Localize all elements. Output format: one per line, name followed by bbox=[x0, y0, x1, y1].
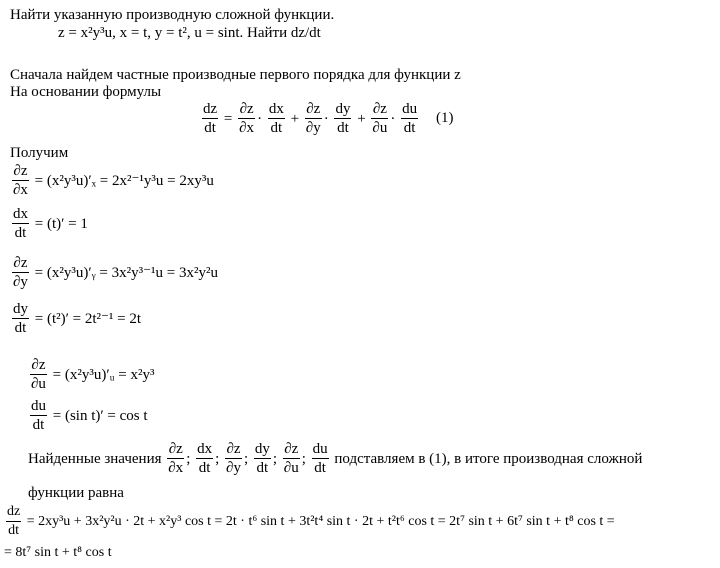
result-line-1: $\frac{dz}{dt}$ = 2xy³u + 3x²y²u · 2t + x²y³ cos t = 2t · t⁶ sin t + 3t²t⁴ sin t · 2t + t²t⁶ cos t = 2t⁷ sin t + 6t⁷ sin t + t⁸ cos t = bbox=[7, 504, 615, 538]
task-condition: z = x²y³u, x = t, y = t², u = sint. Найти dz/dt bbox=[58, 25, 321, 41]
eq-dz-dx: $\frac{\partial z}{\partial x}$ = (x²y³u)′ₓ = 2x²⁻¹y³u = 2xy³u bbox=[13, 163, 214, 198]
substitute-line-2: функции равна bbox=[28, 485, 124, 501]
intro-line-2: На основании формулы bbox=[10, 84, 162, 100]
eq-dz-dy-rhs: = (x²y³u)′ᵧ = 3x²y³⁻¹u = 3x²y²u bbox=[34, 264, 218, 281]
eq-dz-du-rhs: = (x²y³u)′ᵤ = x²y³ bbox=[52, 366, 155, 383]
task-title: Найти указанную производную сложной функции. bbox=[10, 7, 335, 23]
eq-dy-dt: $\frac{dy}{dt}$ = (t²)′ = 2t²⁻¹ = 2t bbox=[13, 301, 142, 336]
eq-dz-dx-rhs: = (x²y³u)′ₓ = 2x²⁻¹y³u = 2xy³u bbox=[34, 172, 214, 189]
eq-du-dt: $\frac{du}{dt}$ = (sin t)′ = cos t bbox=[31, 398, 148, 433]
eq-dy-dt-rhs: = (t²)′ = 2t²⁻¹ = 2t bbox=[34, 310, 142, 327]
chain-rule-formula: $\frac{dz}{dt}$ = $\frac{\partial z}{\partial x}$ · $\frac{dx}{dt}$ + $\frac{\partial z}{\partial y}$ · $\frac{dy}{dt}$ + $\frac{\partial z}{\partial u}$ · $\frac{du}{dt}$ bbox=[203, 101, 418, 136]
eq-dz-dy: $\frac{\partial z}{\partial y}$ = (x²y³u)′ᵧ = 3x²y³⁻¹u = 3x²y²u bbox=[13, 255, 218, 290]
substitute-sentence: Найденные значения $\frac{\partial z}{\partial x}$ ; $\frac{dx}{dt}$ ; $\frac{\partial z}{\partial y}$ ; $\frac{dy}{dt}$ ; $\frac{\partial z}{\partial u}$ ; $\frac{du}{dt}$ подставляем в (1), в итоге производная сложной bbox=[28, 441, 643, 476]
substitute-before: Найденные значения bbox=[28, 450, 162, 467]
eq-dx-dt-rhs: = (t)′ = 1 bbox=[34, 215, 88, 232]
equation-number: (1) bbox=[436, 110, 454, 126]
intro-line-1: Сначала найдем частные производные первого порядка для функции z bbox=[10, 67, 461, 83]
substitute-after: подставляем в (1), в итоге производная сложной bbox=[334, 450, 643, 467]
eq-dx-dt: $\frac{dx}{dt}$ = (t)′ = 1 bbox=[13, 206, 88, 241]
eq-du-dt-rhs: = (sin t)′ = cos t bbox=[52, 407, 148, 424]
result-line-1-rhs: = 2xy³u + 3x²y²u · 2t + x²y³ cos t = 2t · t⁶ sin t + 3t²t⁴ sin t · 2t + t²t⁶ cos t = 2t⁷ sin t + 6t⁷ sin t + t⁸ cos t = bbox=[26, 513, 615, 529]
result-line-2: = 8t⁷ sin t + t⁸ cos t bbox=[4, 545, 112, 560]
eq-dz-du: $\frac{\partial z}{\partial u}$ = (x²y³u)′ᵤ = x²y³ bbox=[31, 357, 155, 392]
received-label: Получим bbox=[10, 145, 69, 161]
